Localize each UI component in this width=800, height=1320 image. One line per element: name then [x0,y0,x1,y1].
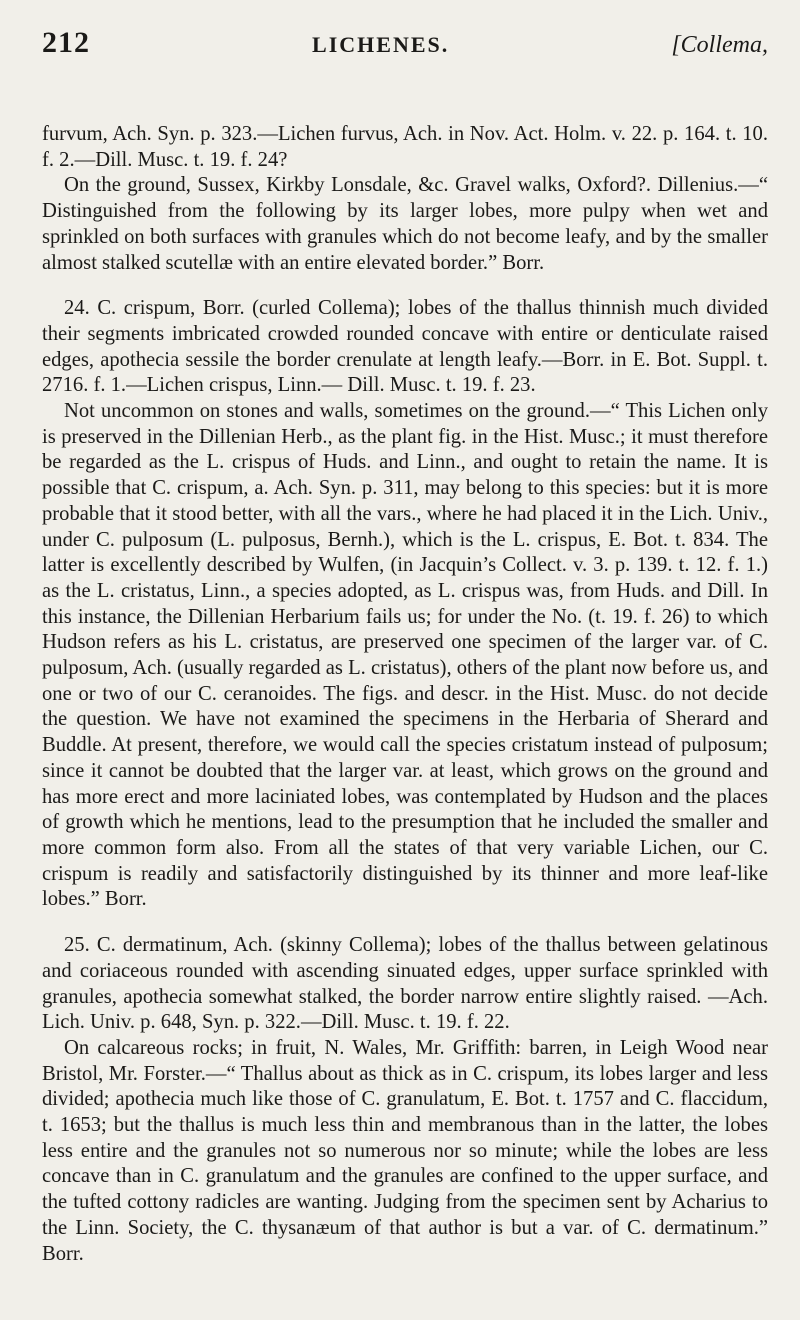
paragraph-species-24: 24. C. crispum, Borr. (curled Collema); lobes of the thallus thinnish much divided their segments imbricated crowded rounded concave with entire or denticulate raised edges, apothecia sessile the border crenulate at length leafy.—Borr. in E. Bot. Suppl. t. 2716. f. 1.—Lichen crispus, Linn.— Dill. Musc. t. 19. f. 23. [42,297,768,397]
running-title: LICHENES. [312,32,450,57]
paragraph-species-25-notes: On calcareous rocks; in fruit, N. Wales, Mr. Griffith: barren, in Leigh Wood near Bristol, Mr. Forster.—“ Thallus about as thick as in C. crispum, its lobes larger and less divided; apothecia much like those of C. granulatum, E. Bot. t. 1757 and C. flaccidum, t. 1653; but the thallus is much less thin and membranous than in the latter, the lobes less entire and the granules not so numerous nor so minute; while the lobes are less concave than in C. granulatum and the granules are confined to the upper surface, and the tufted cottony radicles are wanting. Judging from the specimen sent by Acharius to the Linn. Society, the C. thysanæum of that author is but a var. of C. dermatinum.” Borr. [42,1036,768,1265]
paragraph-species-25: 25. C. dermatinum, Ach. (skinny Collema); lobes of the thallus between gelatinous and coriaceous rounded with ascending sinuated edges, upper surface sprinkled with granules, apothecia somewhat stalked, the border narrow entire slightly raised. —Ach. Lich. Univ. p. 648, Syn. p. 322.—Dill. Musc. t. 19. f. 22. [42,934,768,1034]
body-text [42,122,768,1267]
paragraph-species-24-notes: Not uncommon on stones and walls, sometimes on the ground.—“ This Lichen only is preserved in the Dillenian Herb., as the plant fig. in the Hist. Musc.; it must therefore be regarded as the L. crispus of Huds. and Linn., and ought to retain the name. It is possible that C. crispum, a. Ach. Syn. p. 311, may belong to this species: but it is more probable that it stood better, with all the vars., where he had placed it in the Lich. Univ., under C. pulposum (L. pulposus, Bernh.), which is the L. crispus, E. Bot. t. 834. The latter is excellently described by Wulfen, (in Jacquin’s Collect. v. 3. p. 139. t. 12. f. 1.) as the L. cristatus, Linn., a species adopted, as L. crispus was, from Huds. and Dill. In this instance, the Dillenian Herbarium fails us; for under the No. (t. 19. f. 26) to which Hudson refers as his L. cristatus, are preserved one specimen of the larger var. of C. pulposum, Ach. (usually regarded as L. cristatus), others of the plant now before us, and one or two of our C. ceranoides. The figs. and descr. in the Hist. Musc. do not decide the question. We have not examined the specimens in the Herbaria of Sherard and Buddle. At present, therefore, we would call the species cristatum instead of pulposum; since it cannot be doubted that the larger var. at least, which grows on the ground and has more erect and more laciniated lobes, was contemplated by Hudson and the places of growth which he mentions, lead to the presumption that he included the smaller and more common form also. From all the states of that very variable Lichen, our C. crispum is readily and satisfactorily distinguished by its thinner and more leaf-like lobes.” Borr. [42,400,768,911]
running-header [42,26,768,74]
paragraph-habitat: On the ground, Sussex, Kirkby Lonsdale, &c. Gravel walks, Oxford?. Dillenius.—“ Distinguished from the following by its larger lobes, more pulpy when wet and sprinkled on both surfaces with granules which do not become leafy, and by the smaller almost stalked scutellæ with an entire elevated border.” Borr. [42,174,768,274]
paragraph-synonymy: furvum, Ach. Syn. p. 323.—Lichen furvus, Ach. in Nov. Act. Holm. v. 22. p. 164. t. 10. f. 2.—Dill. Musc. t. 19. f. 24? [42,123,768,171]
page-number: 212 [42,26,90,59]
running-genus: [Collema, [671,32,768,58]
